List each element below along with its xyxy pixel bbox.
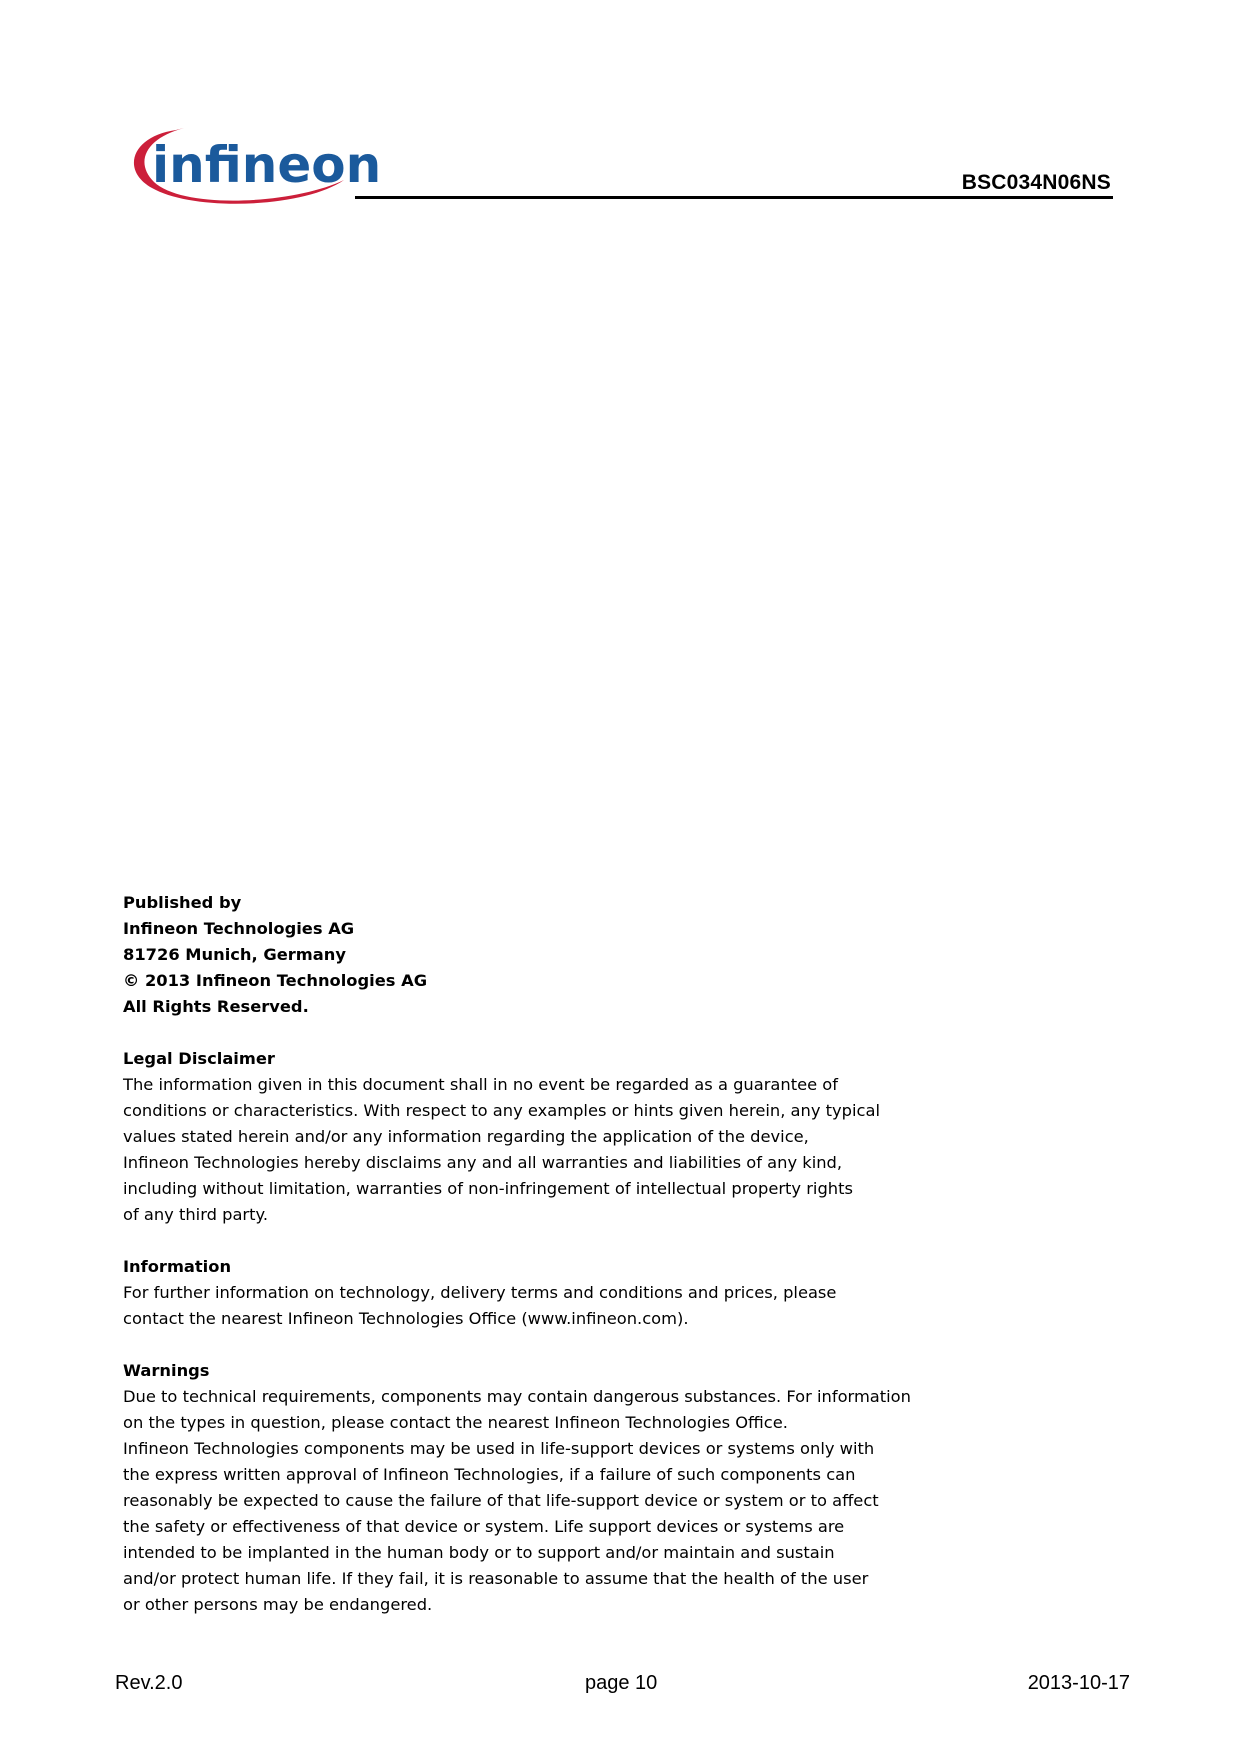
part-number: BSC034N06NS xyxy=(961,171,1111,194)
disclaimer-line: conditions or characteristics. With respect to any examples or hints given herein, any typical xyxy=(123,1101,880,1120)
footer-date: 2013-10-17 xyxy=(1027,1672,1130,1694)
disclaimer-line: Infineon Technologies hereby disclaims any and all warranties and liabilities of any kind, xyxy=(123,1153,843,1172)
publisher-line: All Rights Reserved. xyxy=(123,997,309,1016)
publisher-line: Published by xyxy=(123,893,242,912)
logo-text: infineon xyxy=(152,136,382,194)
disclaimer-line: of any third party. xyxy=(123,1205,268,1224)
disclaimer-line: including without limitation, warranties of non-infringement of intellectual property rights xyxy=(123,1179,853,1198)
publisher-line: 81726 Munich, Germany xyxy=(123,945,346,964)
information-line: For further information on technology, delivery terms and conditions and prices, please xyxy=(123,1283,837,1302)
footer-page-number: page 10 xyxy=(585,1672,658,1694)
warnings-line: on the types in question, please contact the nearest Infineon Technologies Office. xyxy=(123,1413,788,1432)
publisher-block xyxy=(123,890,983,1020)
legal-disclaimer-heading: Legal Disclaimer xyxy=(123,1049,275,1068)
warnings-line: reasonably be expected to cause the failure of that life-support device or system or to affect xyxy=(123,1491,879,1510)
warnings-line: or other persons may be endangered. xyxy=(123,1595,433,1614)
publication-info xyxy=(123,890,983,1618)
warnings-line: Due to technical requirements, components may contain dangerous substances. For information xyxy=(123,1387,911,1406)
warnings-line: intended to be implanted in the human body or to support and/or maintain and sustain xyxy=(123,1543,835,1562)
header-rule xyxy=(355,196,1113,199)
infineon-logo xyxy=(124,118,382,214)
warnings-heading: Warnings xyxy=(123,1361,210,1380)
legal-disclaimer-section xyxy=(123,1046,983,1228)
warnings-section xyxy=(123,1358,983,1618)
warnings-line: and/or protect human life. If they fail, it is reasonable to assume that the health of the user xyxy=(123,1569,869,1588)
information-section xyxy=(123,1254,983,1332)
information-heading: Information xyxy=(123,1257,232,1276)
information-line: contact the nearest Infineon Technologies Office (www.infineon.com). xyxy=(123,1309,689,1328)
warnings-line: the safety or effectiveness of that device or system. Life support devices or systems are xyxy=(123,1517,845,1536)
infineon-logo-graphic xyxy=(124,118,382,214)
publisher-line: Infineon Technologies AG xyxy=(123,919,355,938)
publisher-line: © 2013 Infineon Technologies AG xyxy=(123,971,428,990)
warnings-line: the express written approval of Infineon Technologies, if a failure of such components can xyxy=(123,1465,856,1484)
disclaimer-line: values stated herein and/or any information regarding the application of the device, xyxy=(123,1127,809,1146)
warnings-line: Infineon Technologies components may be used in life-support devices or systems only with xyxy=(123,1439,875,1458)
footer-revision: Rev.2.0 xyxy=(115,1672,183,1694)
disclaimer-line: The information given in this document shall in no event be regarded as a guarantee of xyxy=(123,1075,838,1094)
